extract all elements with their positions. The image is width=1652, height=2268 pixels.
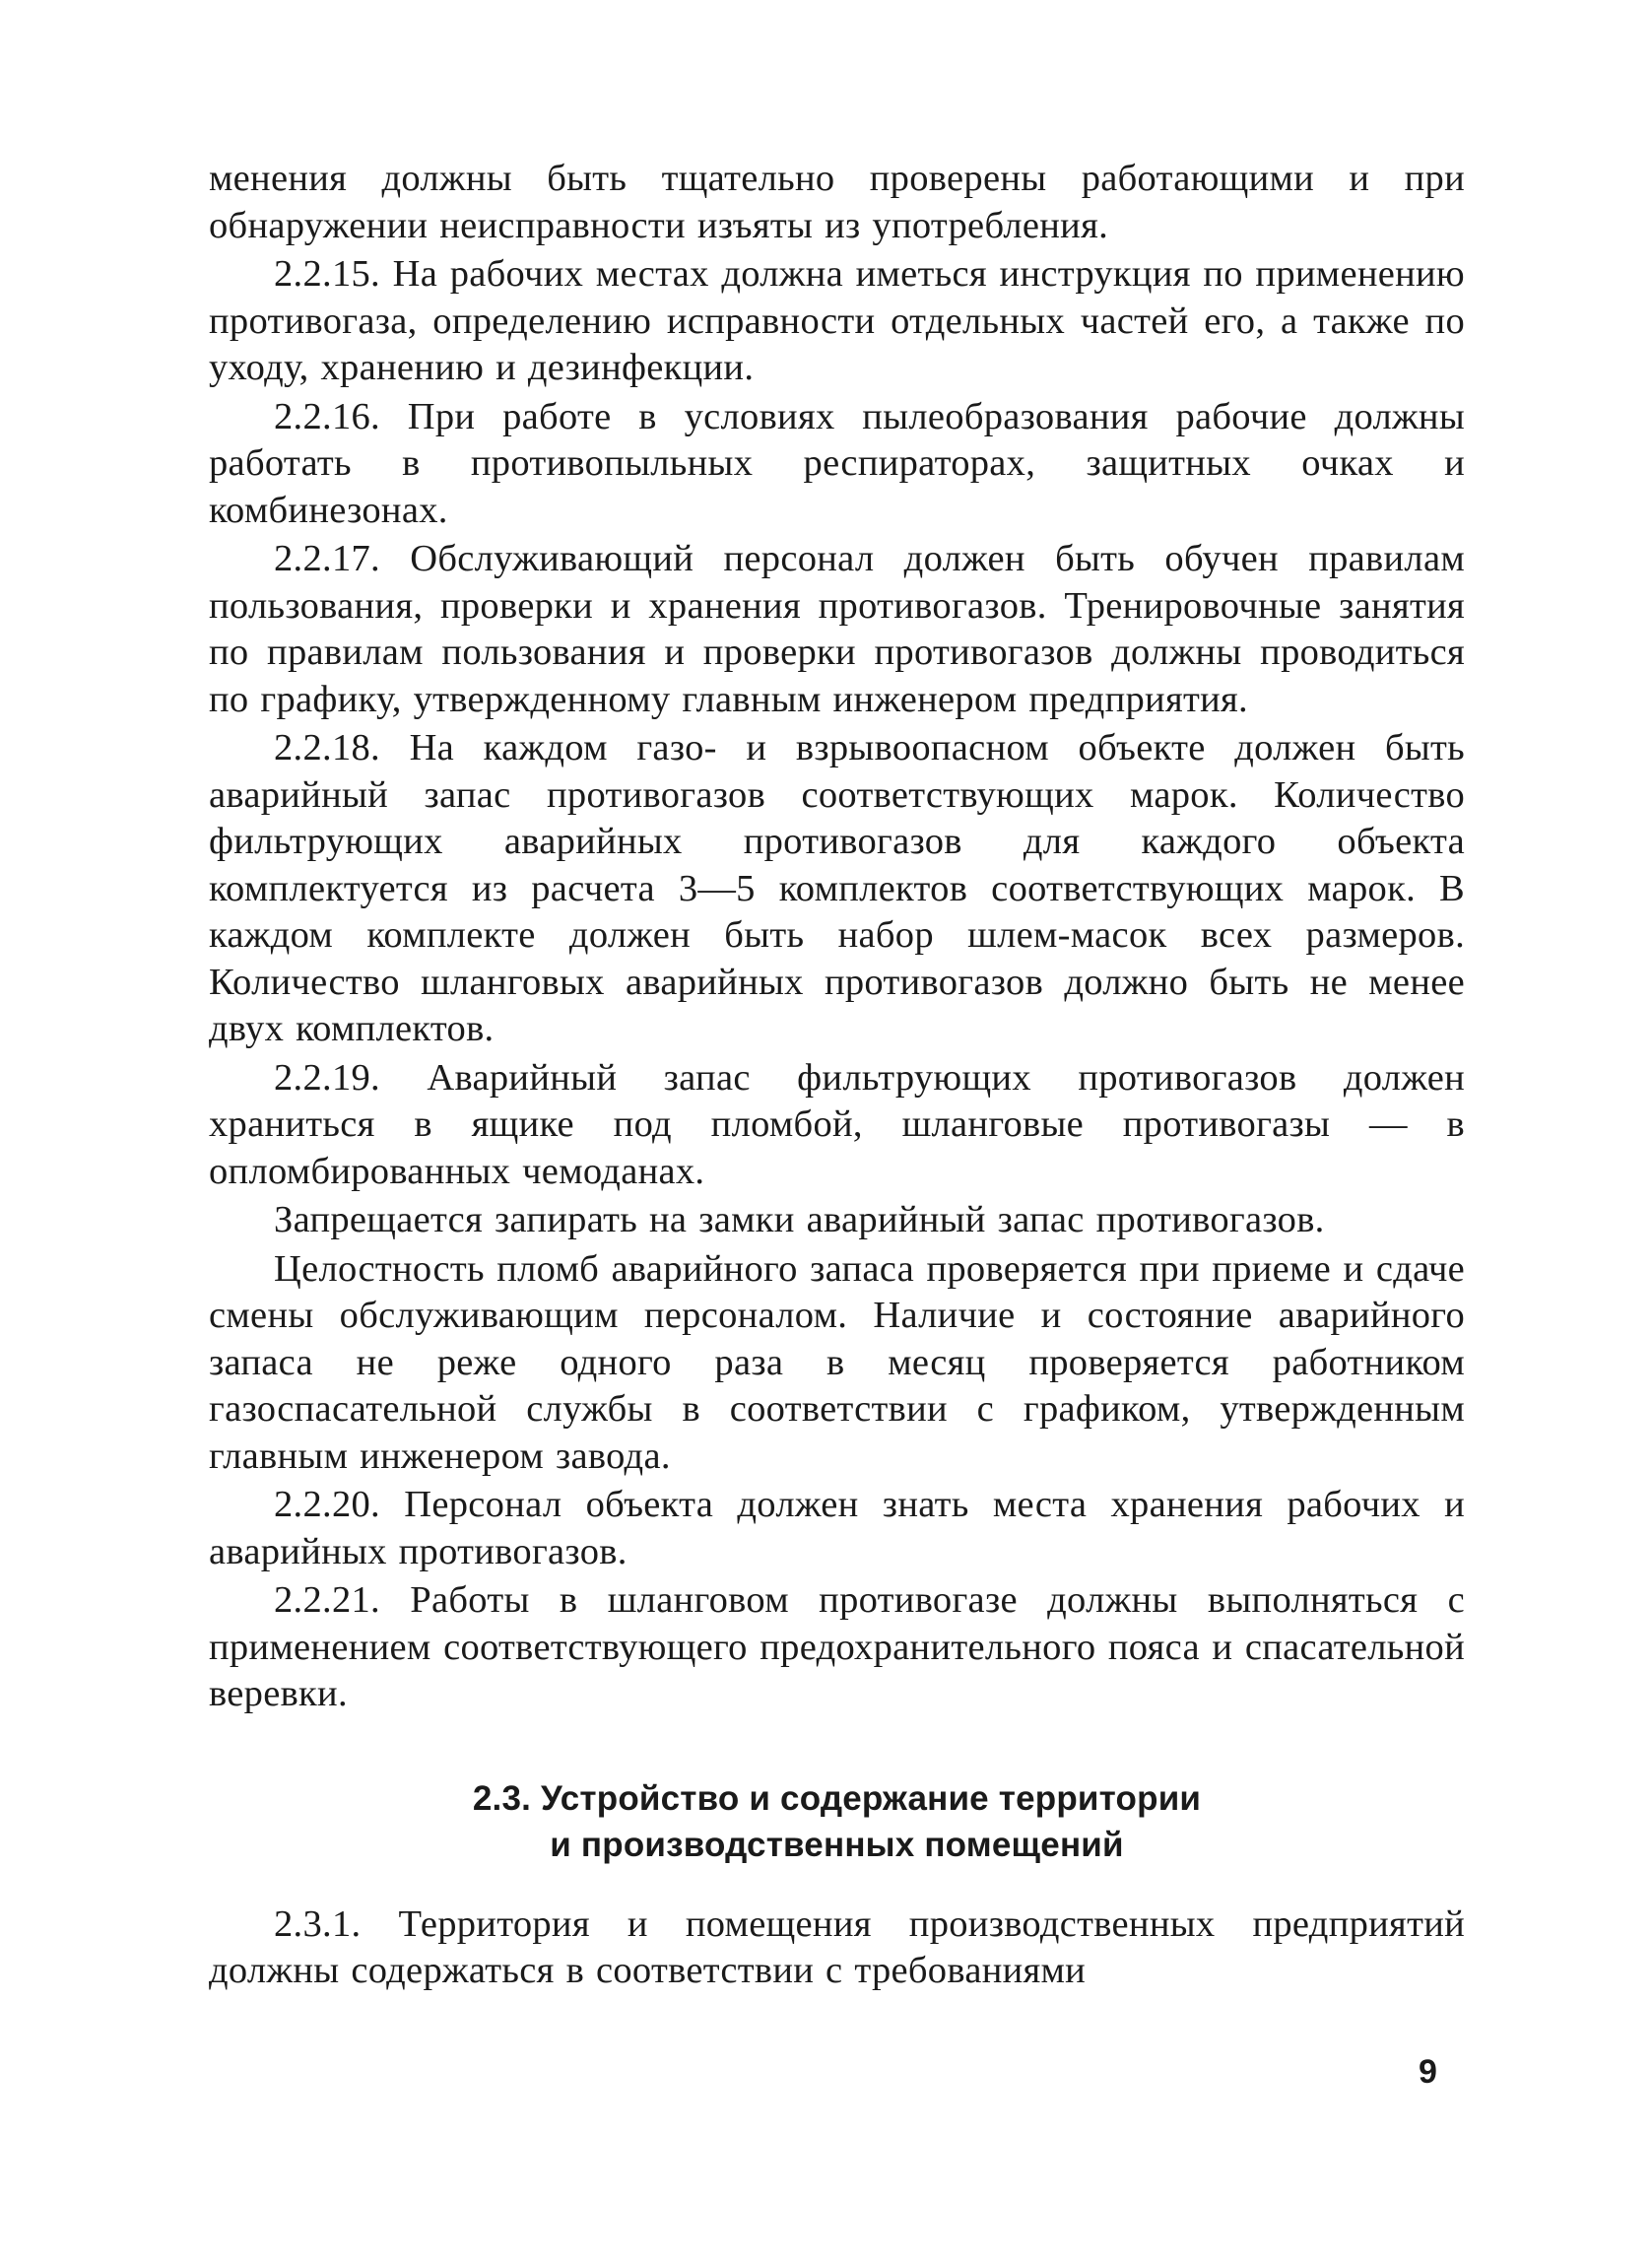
paragraph-2-2-21: 2.2.21. Работы в шланговом противогазе должны выполняться с применением соответствующего предохранительного пояса и спасательной веревки.: [209, 1579, 1465, 1714]
paragraph-2-2-16: 2.2.16. При работе в условиях пылеобразования рабочие должны работать в противопыльных респираторах, защитных очках и комбинезонах.: [209, 395, 1465, 531]
paragraph-2-2-19: 2.2.19. Аварийный запас фильтрующих противогазов должен храниться в ящике под пломбой, шланговые противогазы — в опломбированных чемоданах.: [209, 1056, 1465, 1192]
section-heading-line-2: и производственных помещений: [550, 1825, 1124, 1864]
paragraph-2-2-20: 2.2.20. Персонал объекта должен знать места хранения рабочих и аварийных противогазов.: [209, 1484, 1465, 1572]
paragraphs-after-heading: [209, 1901, 1465, 1995]
paragraph-2-2-15: 2.2.15. На рабочих местах должна иметься инструкция по применению противогаза, определению исправности отдельных частей его, а также по уходу, хранению и дезинфекции.: [209, 253, 1465, 388]
paragraph-2-3-1: 2.3.1. Территория и помещения производственных предприятий должны содержаться в соответствии с требованиями: [209, 1902, 1465, 1991]
section-heading: [209, 1775, 1465, 1868]
paragraphs-before-heading: [209, 156, 1465, 1718]
paragraph: Запрещается запирать на замки аварийный запас противогазов.: [274, 1199, 1325, 1240]
document-page: [209, 156, 1465, 1997]
section-heading-line-1: 2.3. Устройство и содержание территории: [472, 1778, 1202, 1818]
paragraph: Целостность пломб аварийного запаса проверяется при приеме и сдаче смены обслуживающим персоналом. Наличие и состояние аварийного запаса не реже одного раза в месяц проверяется работником газоспасательной службы в соответствии с графиком, утвержденным главным инженером завода.: [209, 1247, 1465, 1477]
paragraph: менения должны быть тщательно проверены работающими и при обнаружении неисправности изъяты из употребления.: [209, 158, 1465, 246]
page-number: 9: [1419, 2053, 1437, 2091]
paragraph-2-2-18: 2.2.18. На каждом газо- и взрывоопасном объекте должен быть аварийный запас противогазов соответствующих марок. Количество фильтрующих аварийных противогазов для каждого объекта комплектуется из расчета 3—5 комплектов соответствующих марок. В каждом комплекте должен быть набор шлем-масок всех размеров. Количество шланговых аварийных противогазов должно быть не менее двух комплектов.: [209, 727, 1465, 1049]
paragraph-2-2-17: 2.2.17. Обслуживающий персонал должен быть обучен правилам пользования, проверки и хранения противогазов. Тренировочные занятия по правилам пользования и проверки противогазов должны проводиться по графику, утвержденному главным инженером предприятия.: [209, 538, 1465, 720]
